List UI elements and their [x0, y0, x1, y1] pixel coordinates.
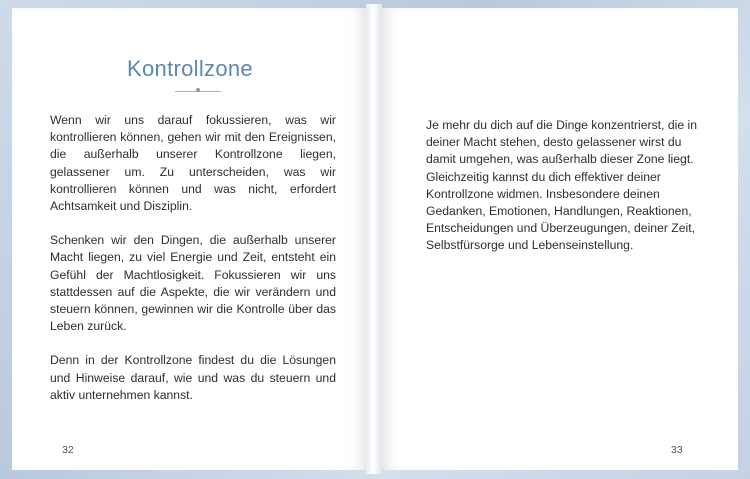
page-number-right: 33	[671, 444, 683, 456]
right-page	[380, 8, 738, 470]
right-body-text	[426, 117, 712, 272]
left-body-text	[50, 112, 336, 421]
paragraph: Denn in der Kontrollzone findest du die Lösungen und Hinweise darauf, wie und was du steuern und aktiv unternehmen kannst.	[50, 353, 336, 402]
paragraph: Wenn wir uns darauf fokussieren, was wir kontrollieren können, gehen wir mit den Ereignissen, die außerhalb unserer Kontrollzone liegen, gelassener um. Zu unterscheiden, was wir kontrollieren können und was nicht, erfordert Achtsamkeit und Disziplin.	[50, 113, 336, 214]
page-title: Kontrollzone	[127, 56, 253, 81]
paragraph: Je mehr du dich auf die Dinge konzentrierst, die in deiner Macht stehen, desto gelassener wirst du damit umgehen, was außerhalb dieser Zone liegt. Gleichzeitig kannst du dich effektiver deiner Kontrollzone widmen. Insbesondere deinen Gedanken, Emotionen, Handlungen, Reaktionen, Entscheidungen und Überzeugungen, deiner Zeit, Selbstfürsorge und Lebenseinstellung.	[426, 118, 697, 253]
left-page	[12, 8, 368, 470]
paragraph: Schenken wir den Dingen, die außerhalb unserer Macht liegen, zu viel Energie und Zeit, entsteht ein Gefühl der Machtlosigkeit. Fokussieren wir uns stattdessen auf die Aspekte, die wir verändern und steuern können, gewinnen wir die Kontrolle über das Leben zurück.	[50, 233, 336, 334]
title-divider-dot	[196, 88, 200, 92]
page-number-left: 32	[62, 444, 74, 456]
